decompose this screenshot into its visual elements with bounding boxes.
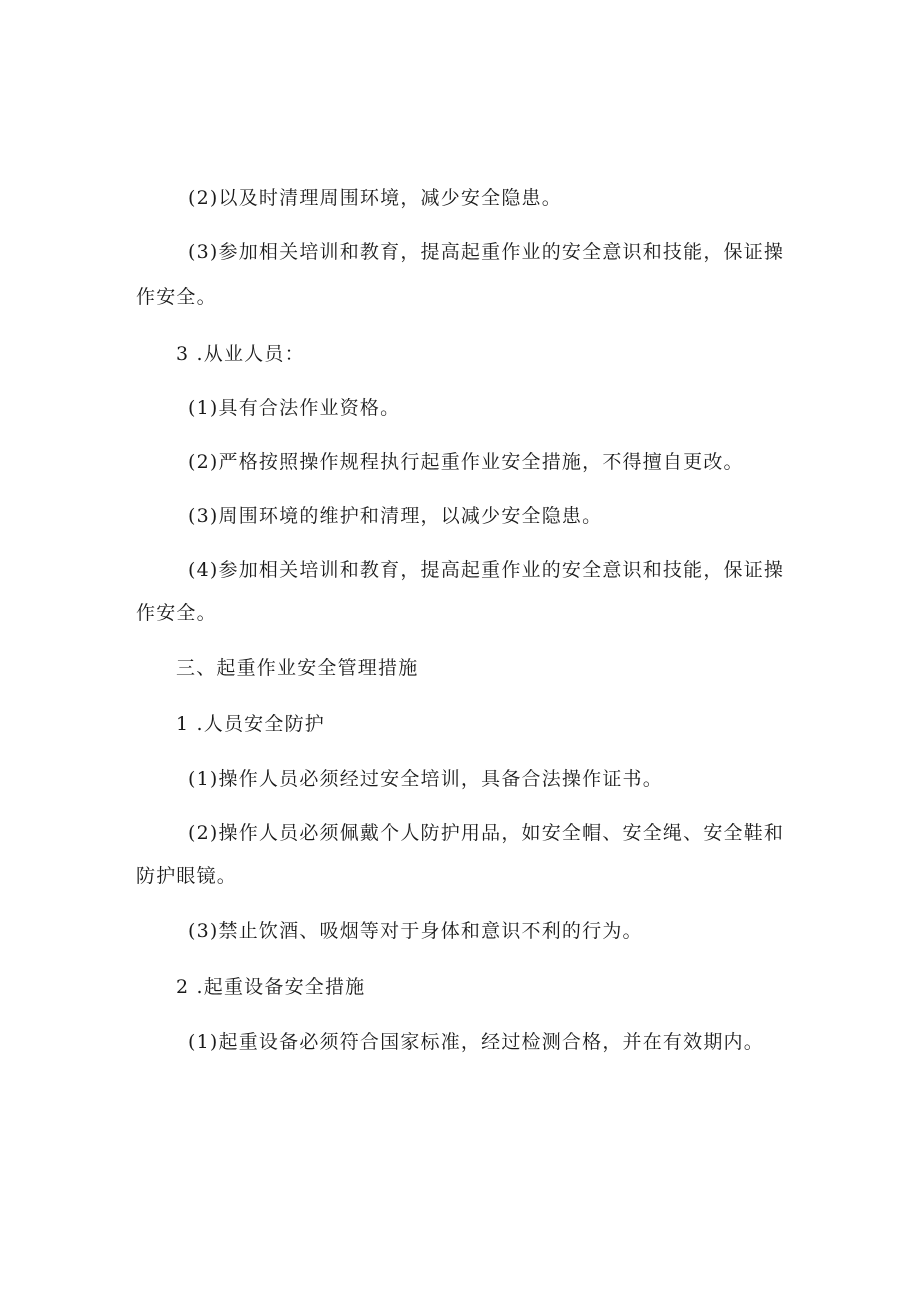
section-heading: 3 .从业人员：: [176, 343, 305, 365]
paragraph-line-continuation: 防护眼镜。: [136, 865, 238, 887]
paragraph-line-continuation: 作安全。: [136, 286, 217, 308]
paragraph-line: (3)参加相关培训和教育，提高起重作业的安全意识和技能，保证操: [188, 241, 785, 263]
paragraph-line: (2)操作人员必须佩戴个人防护用品，如安全帽、安全绳、安全鞋和: [188, 822, 785, 844]
paragraph-line: (2)以及时清理周围环境，减少安全隐患。: [188, 187, 562, 209]
chapter-heading: 三、起重作业安全管理措施: [176, 657, 419, 679]
paragraph-line: (2)严格按照操作规程执行起重作业安全措施，不得擅自更改。: [188, 451, 744, 473]
paragraph-line-continuation: 作安全。: [136, 602, 217, 624]
paragraph-line: (1)具有合法作业资格。: [188, 397, 401, 419]
paragraph-line: (3)周围环境的维护和清理，以减少安全隐患。: [188, 505, 603, 527]
paragraph-line: (1)操作人员必须经过安全培训，具备合法操作证书。: [188, 768, 663, 790]
paragraph-line: (3)禁止饮酒、吸烟等对于身体和意识不利的行为。: [188, 920, 643, 942]
paragraph-line: (1)起重设备必须符合国家标准，经过检测合格，并在有效期内。: [188, 1031, 764, 1053]
section-heading: 2 .起重设备安全措施: [176, 976, 366, 998]
paragraph-line: (4)参加相关培训和教育，提高起重作业的安全意识和技能，保证操: [188, 559, 785, 581]
section-heading: 1 .人员安全防护: [176, 713, 325, 735]
